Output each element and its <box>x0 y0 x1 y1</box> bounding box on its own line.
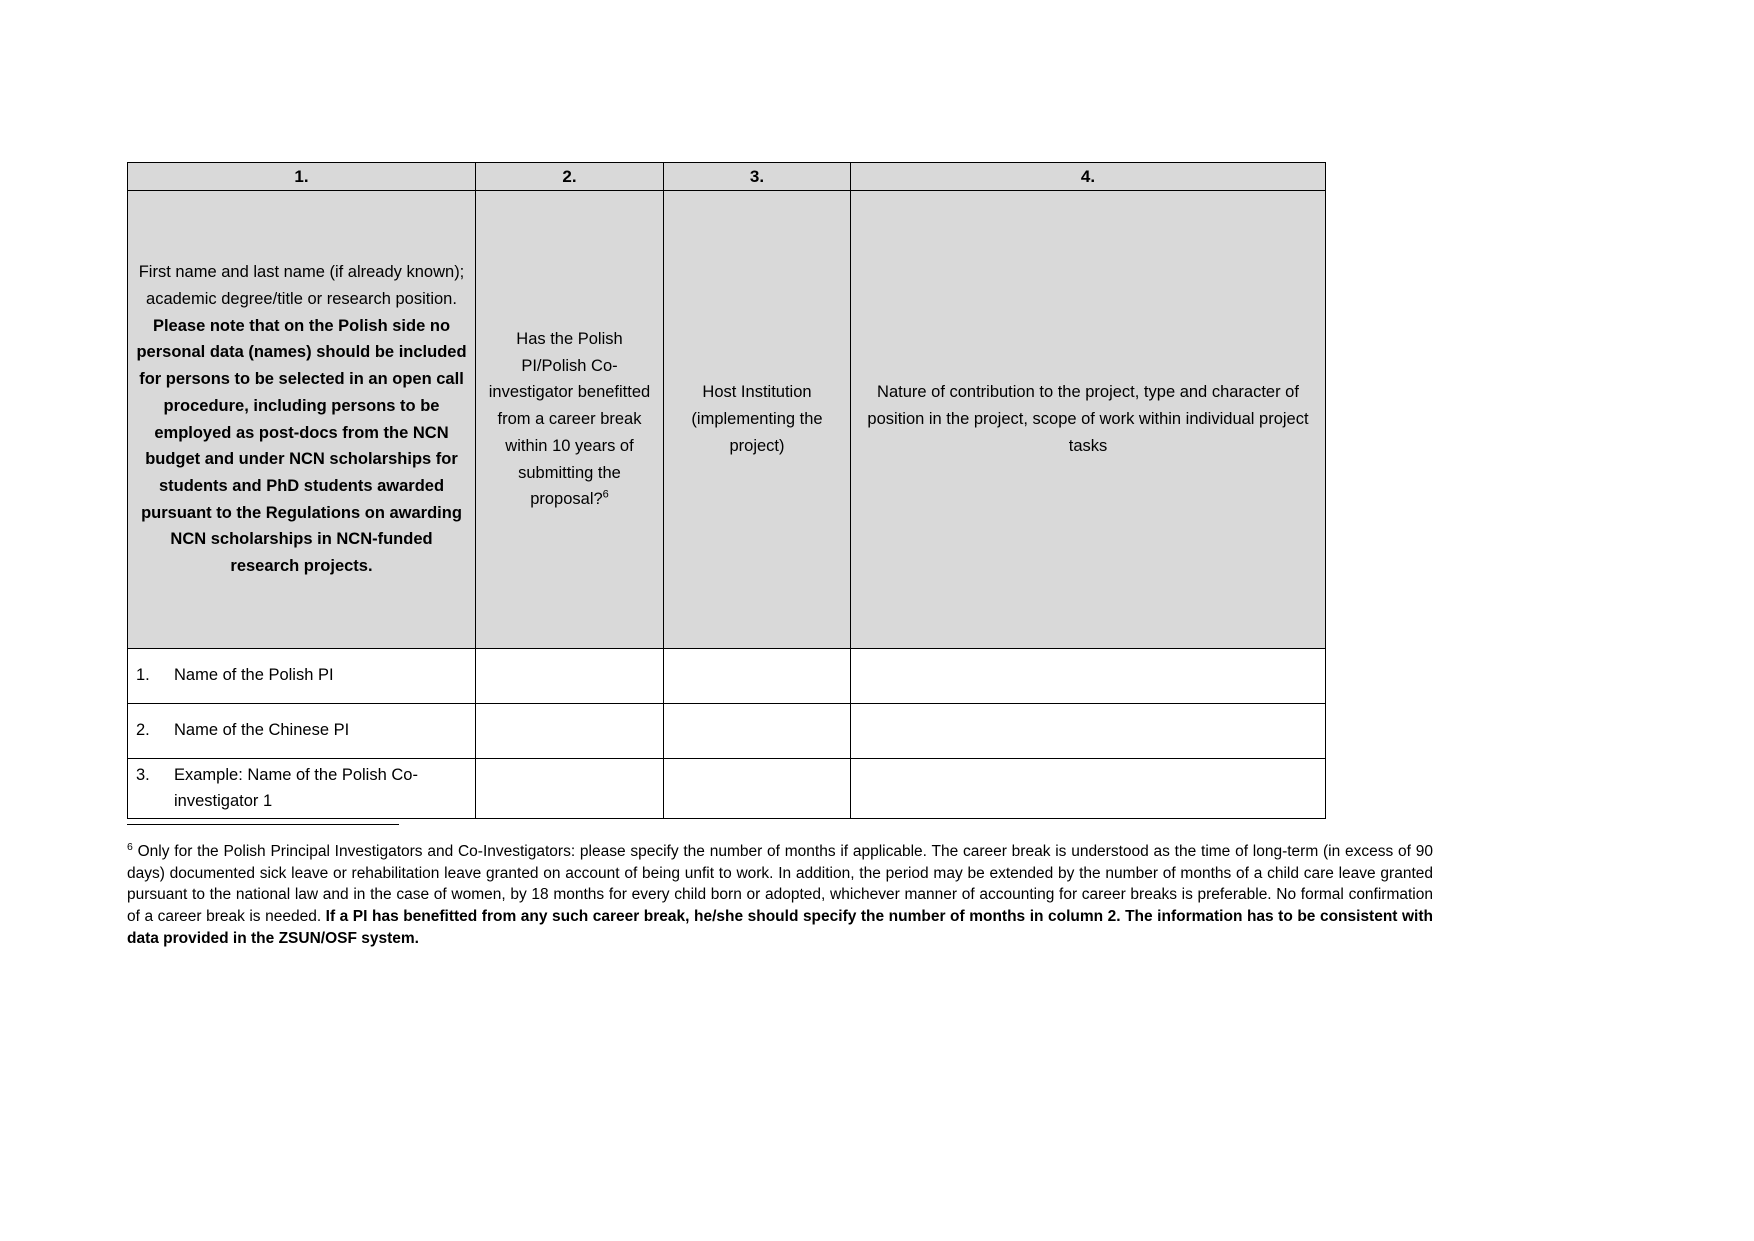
empty-cell-career-break <box>476 704 664 759</box>
row-label: Name of the Chinese PI <box>174 721 350 740</box>
footnote-normal-text: Only for the Polish Principal Investigators and Co-Investigators: please specify the number of months if applicable. The career break is understood as the time of long-term (in excess of 90 days) documented sick leave or rehabilitation leave granted on account of being unfit to work. In addition, the period may be extended by the number of months of a child care leave granted pursuant to the national law and in the case of women, by 18 months for every child born or adopted, whichever manner of accounting for career breaks is preferable. No formal confirmation of a career break is needed. <box>127 843 1433 926</box>
row-label-cell <box>128 759 476 819</box>
footnote-separator-line <box>127 824 399 825</box>
empty-cell-host-institution <box>664 704 851 759</box>
column-number-row <box>128 163 1326 191</box>
column-number-4: 4. <box>851 163 1326 191</box>
header-name-bold-note: Please note that on the Polish side no personal data (names) should be included for persons to be selected in an open call procedure, including persons to be employed as post-docs from the NCN budget and under NCN scholarships for students and PhD students awarded pursuant to the Regulations on awarding NCN scholarships in NCN-funded research projects. <box>136 316 467 576</box>
row-number: 3. <box>136 766 150 784</box>
row-label-cell <box>128 704 476 759</box>
header-career-break-cell <box>476 191 664 649</box>
footnote-marker: 6 <box>127 840 133 853</box>
footnote-ref-6: 6 <box>602 488 609 501</box>
column-number-1: 1. <box>128 163 476 191</box>
table-header-row <box>128 191 1326 649</box>
column-number-2: 2. <box>476 163 664 191</box>
investigators-table <box>127 162 1326 819</box>
table-row-polish-co-investigator <box>128 759 1326 819</box>
empty-cell-contribution <box>851 759 1326 819</box>
row-number: 2. <box>136 721 150 740</box>
header-contribution-cell: Nature of contribution to the project, type and character of position in the project, scope of work within individual project tasks <box>851 191 1326 649</box>
table-row-chinese-pi <box>128 704 1326 759</box>
footnote-bold-text: If a PI has benefitted from any such career break, he/she should specify the number of months in column 2. The information has to be consistent with data provided in the ZSUN/OSF system. <box>127 908 1433 947</box>
empty-cell-career-break <box>476 649 664 704</box>
footnote-section <box>127 824 1433 949</box>
row-label-cell <box>128 649 476 704</box>
empty-cell-contribution <box>851 649 1326 704</box>
empty-cell-host-institution <box>664 649 851 704</box>
row-label: Example: Name of the Polish Co-investigator 1 <box>174 766 418 810</box>
empty-cell-contribution <box>851 704 1326 759</box>
header-career-break-text: Has the Polish PI/Polish Co-investigator benefitted from a career break within 10 years of submitting the proposal? <box>488 329 651 509</box>
header-name-cell <box>128 191 476 649</box>
empty-cell-career-break <box>476 759 664 819</box>
header-name-normal-text: First name and last name (if already known); academic degree/title or research position. <box>138 263 465 308</box>
column-number-3: 3. <box>664 163 851 191</box>
row-number: 1. <box>136 666 150 685</box>
table-row-polish-pi <box>128 649 1326 704</box>
row-label: Name of the Polish PI <box>174 666 334 685</box>
empty-cell-host-institution <box>664 759 851 819</box>
header-host-institution-cell: Host Institution (implementing the project) <box>664 191 851 649</box>
footnote-text <box>127 841 1433 949</box>
